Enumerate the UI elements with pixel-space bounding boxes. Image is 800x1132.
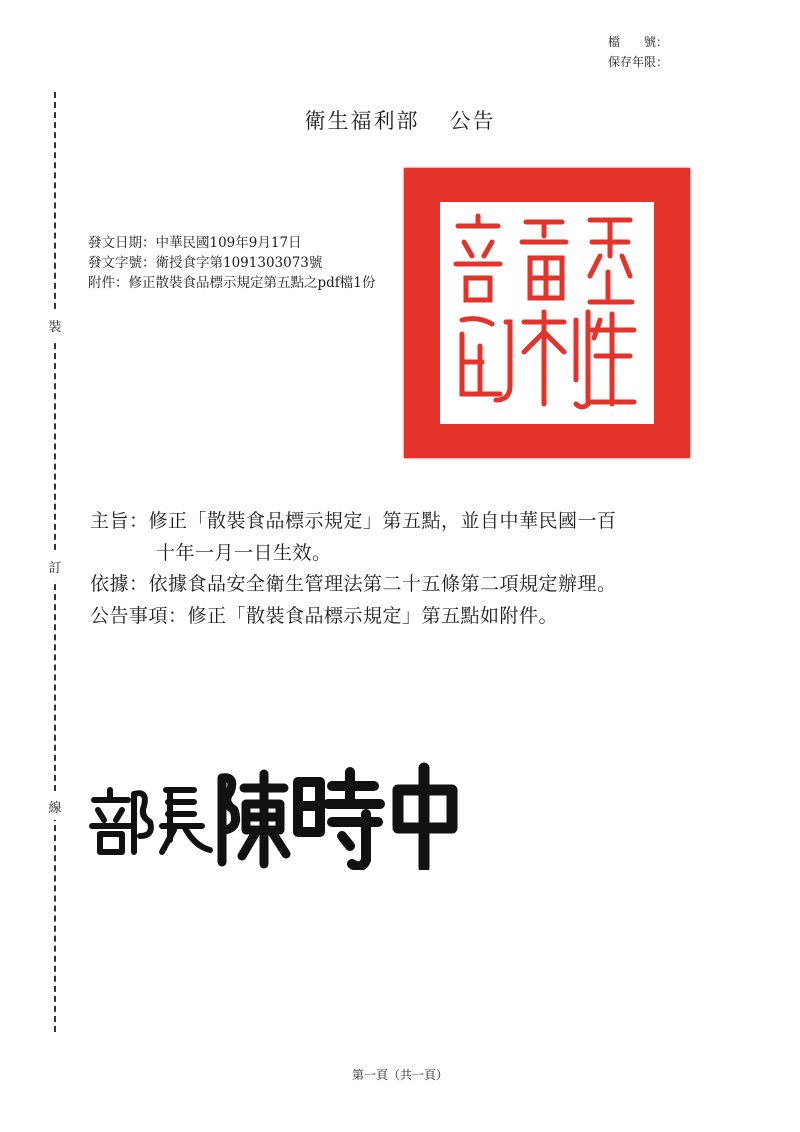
doc-type: 公告: [449, 109, 496, 133]
binding-char-ding: 訂: [45, 553, 65, 580]
file-number-label: 檔 號：: [607, 35, 668, 49]
agency-name: 衛生福利部: [304, 109, 420, 133]
attachment-info: 附件：修正散裝食品標示規定第五點之pdf檔1份: [88, 275, 376, 291]
subject-line-1: 主旨：修正「散裝食品標示規定」第五點，並自中華民國一百: [90, 510, 617, 532]
announcement-line: 公告事項：修正「散裝食品標示規定」第五點如附件。: [90, 605, 559, 627]
basis-line: 依據：依據食品安全衛生管理法第二十五條第二項規定辦理。: [90, 573, 617, 595]
minister-signature: [88, 760, 468, 870]
issue-number: 發文字號：衛授食字第1091303073號: [88, 255, 323, 271]
issue-date: 發文日期：中華民國109年9月17日: [88, 235, 302, 251]
official-seal: [404, 168, 690, 458]
binding-char-xian: 線: [45, 793, 65, 820]
retention-label: 保存年限：: [607, 55, 668, 69]
issue-info: [88, 233, 375, 293]
page-footer: 第一頁（共一頁）: [351, 1068, 448, 1082]
seal-glyphs: [440, 202, 654, 424]
signature-brush-strokes: [88, 760, 468, 870]
subject-line-2: 十年一月一日生效。: [156, 542, 332, 564]
binding-char-zhuang: 裝: [45, 312, 65, 339]
file-meta: [608, 32, 668, 72]
document-title: [0, 105, 800, 135]
